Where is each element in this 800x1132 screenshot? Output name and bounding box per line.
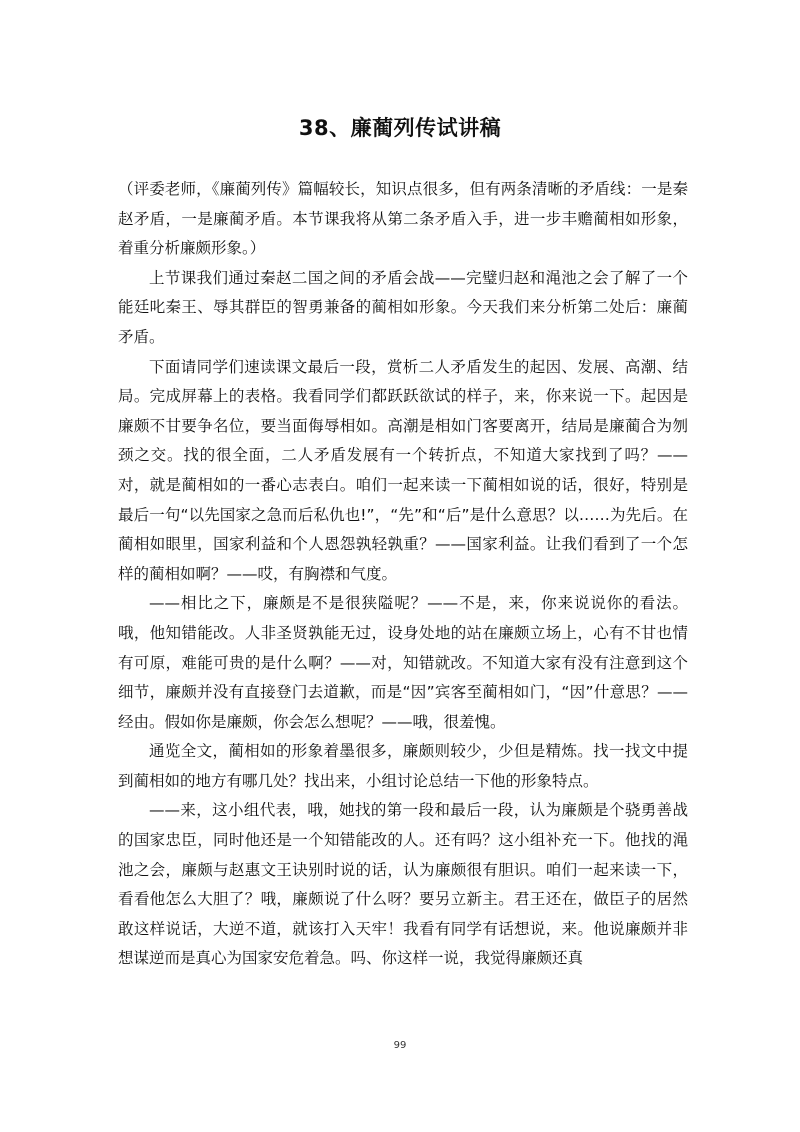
paragraph-intro-note: （评委老师，《廉蔺列传》篇幅较长，知识点很多，但有两条清晰的矛盾线：一是秦赵矛盾，一是廉蔺矛盾。本节课我将从第二条矛盾入手，进一步丰赡蔺相如形象，着重分析廉颇形象。） bbox=[118, 180, 688, 258]
document-title: 38、廉蔺列传试讲稿 bbox=[298, 116, 502, 140]
paragraph-lianpo-comparison: ——相比之下，廉颇是不是很狭隘呢？——不是，来，你来说说你的看法。哦，他知错能改。人非圣贤孰能无过，设身处地的站在廉颇立场上，心有不甘也情有可原，难能可贵的是什么啊？——对，知错就改。不知道大家有没有注意到这个细节，廉颇并没有直接登门去道歉，而是“因”宾客至蔺相如门，“因”什意思？——经由。假如你是廉颇，你会怎么想呢？——哦，很羞愧。 bbox=[118, 594, 688, 731]
page-number: 99 bbox=[393, 1040, 407, 1051]
paragraph-conflict-analysis: 下面请同学们速读课文最后一段，赏析二人矛盾发生的起因、发展、高潮、结局。完成屏幕上的表格。我看同学们都跃跃欲试的样子，来，你来说一下。起因是廉颇不甘要争名位，要当面侮辱相如。高潮是相如门客要离开，结局是廉蔺合为刎颈之交。找的很全面，二人矛盾发展有一个转折点，不知道大家找到了吗？——对，就是蔺相如的一番心志表白。咱们一起来读一下蔺相如说的话，很好，特别是最后一句“以先国家之急而后私仇也!”，“先”和“后”是什么意思？以……为先后。在蔺相如眼里，国家利益和个人恩怨孰轻孰重？——国家利益。让我们看到了一个怎样的蔺相如啊？——哎，有胸襟和气度。 bbox=[118, 357, 688, 583]
document-body bbox=[118, 175, 688, 974]
paragraph-previous-lesson: 上节课我们通过秦赵二国之间的矛盾会战——完璧归赵和渑池之会了解了一个能廷叱秦王、辱其群臣的智勇兼备的蔺相如形象。今天我们来分析第二处后：廉蔺矛盾。 bbox=[118, 268, 688, 346]
paragraph-overview: 通览全文，蔺相如的形象着墨很多，廉颇则较少，少但是精炼。找一找文中提到蔺相如的地方有哪几处？找出来，小组讨论总结一下他的形象特点。 bbox=[118, 742, 688, 790]
paragraph-group-discussion: ——来，这小组代表，哦，她找的第一段和最后一段，认为廉颇是个骁勇善战的国家忠臣，同时他还是一个知错能改的人。还有吗？这小组补充一下。他找的渑池之会，廉颇与赵惠文王诀别时说的话，认为廉颇很有胆识。咱们一起来读一下，看看他怎么大胆了？哦，廉颇说了什么呀？要另立新主。君王还在，做臣子的居然敢这样说话，大逆不道，就该打入天牢！我看有同学有话想说，来。他说廉颇并非想谋逆而是真心为国家安危着急。吗、你这样一说，我觉得廉颇还真 bbox=[118, 801, 688, 968]
